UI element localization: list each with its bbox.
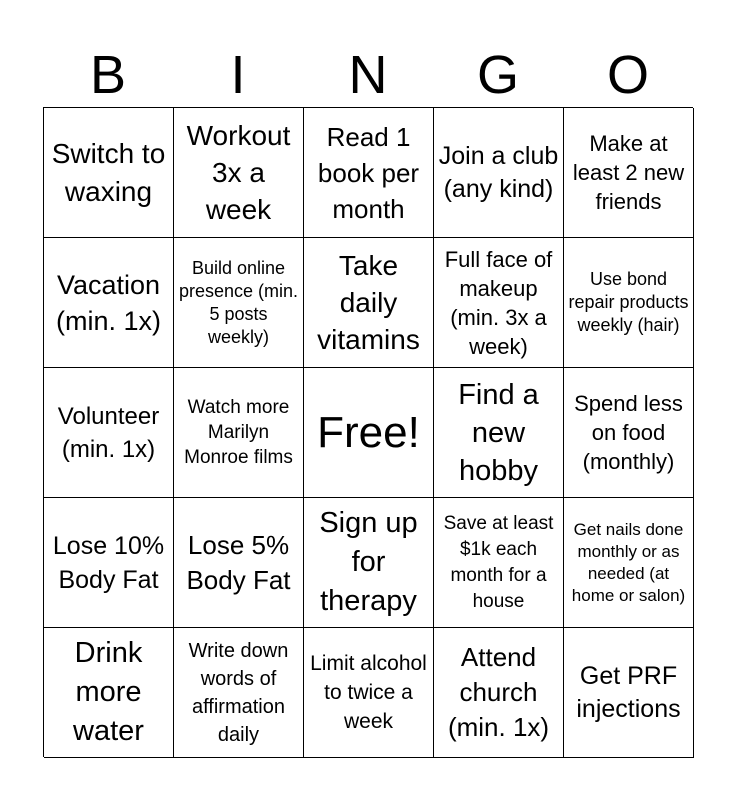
bingo-cell-r2c2[interactable] [174,238,304,368]
bingo-cell-r3c5[interactable] [564,368,694,498]
bingo-cell-r1c5[interactable] [564,108,694,238]
cell-text: Get nails done monthly or as needed (at home or salon) [571,519,686,605]
cell-text: Volunteer (min. 1x) [57,402,160,463]
cell-text: Full face of makeup (min. 3x a week) [444,246,553,359]
bingo-header [43,44,693,106]
cell-text: Get PRF injections [576,661,681,723]
cell-text: Watch more Marilyn Monroe films [184,397,293,468]
bingo-cell-r2c3[interactable] [304,238,434,368]
bingo-cell-r4c1[interactable] [44,498,174,628]
cell-text: Read 1 book per month [317,121,420,224]
header-letter-b: B [89,45,127,105]
cell-text: Use bond repair products weekly (hair) [568,269,689,335]
bingo-cell-r4c3[interactable] [304,498,434,628]
cell-text: Write down words of affirmation daily [188,639,289,746]
cell-text: Workout 3x a week [186,120,291,225]
bingo-cell-r3c4[interactable] [434,368,564,498]
cell-text: Take daily vitamins [317,250,420,355]
bingo-grid [43,107,693,757]
cell-text: Save at least $1k each month for a house [443,512,554,612]
bingo-cell-r5c1[interactable] [44,628,174,758]
bingo-cell-r5c3[interactable] [304,628,434,758]
cell-text: Switch to waxing [51,137,166,207]
cell-text: Lose 10% Body Fat [52,531,165,594]
header-letter-i: I [230,45,246,105]
free-space[interactable] [304,368,434,498]
cell-text: Spend less on food (monthly) [574,391,683,474]
bingo-cell-r2c5[interactable] [564,238,694,368]
bingo-cell-r1c3[interactable] [304,108,434,238]
free-space-text: Free! [317,407,420,457]
bingo-cell-r4c5[interactable] [564,498,694,628]
cell-text: Sign up for therapy [319,507,418,617]
bingo-cell-r3c1[interactable] [44,368,174,498]
header-letter-o: O [606,45,649,105]
bingo-cell-r1c1[interactable] [44,108,174,238]
cell-text: Drink more water [73,637,144,747]
cell-text: Limit alcohol to twice a week [310,652,427,733]
cell-text: Make at least 2 new friends [572,131,685,214]
bingo-cell-r4c4[interactable] [434,498,564,628]
bingo-cell-r1c2[interactable] [174,108,304,238]
bingo-cell-r3c2[interactable] [174,368,304,498]
cell-text: Find a new hobby [458,378,539,487]
bingo-cell-r5c5[interactable] [564,628,694,758]
header-letter-g: G [476,45,519,105]
cell-text: Vacation (min. 1x) [55,269,161,336]
bingo-cell-r5c2[interactable] [174,628,304,758]
cell-text: Join a club (any kind) [438,141,559,203]
cell-text: Attend church (min. 1x) [447,642,550,742]
bingo-cell-r1c4[interactable] [434,108,564,238]
bingo-cell-r4c2[interactable] [174,498,304,628]
bingo-cell-r2c1[interactable] [44,238,174,368]
bingo-cell-r5c4[interactable] [434,628,564,758]
header-letter-n: N [348,45,388,105]
bingo-cell-r2c4[interactable] [434,238,564,368]
cell-text: Build online presence (min. 5 posts weekly) [178,257,299,347]
cell-text: Lose 5% Body Fat [186,529,291,595]
